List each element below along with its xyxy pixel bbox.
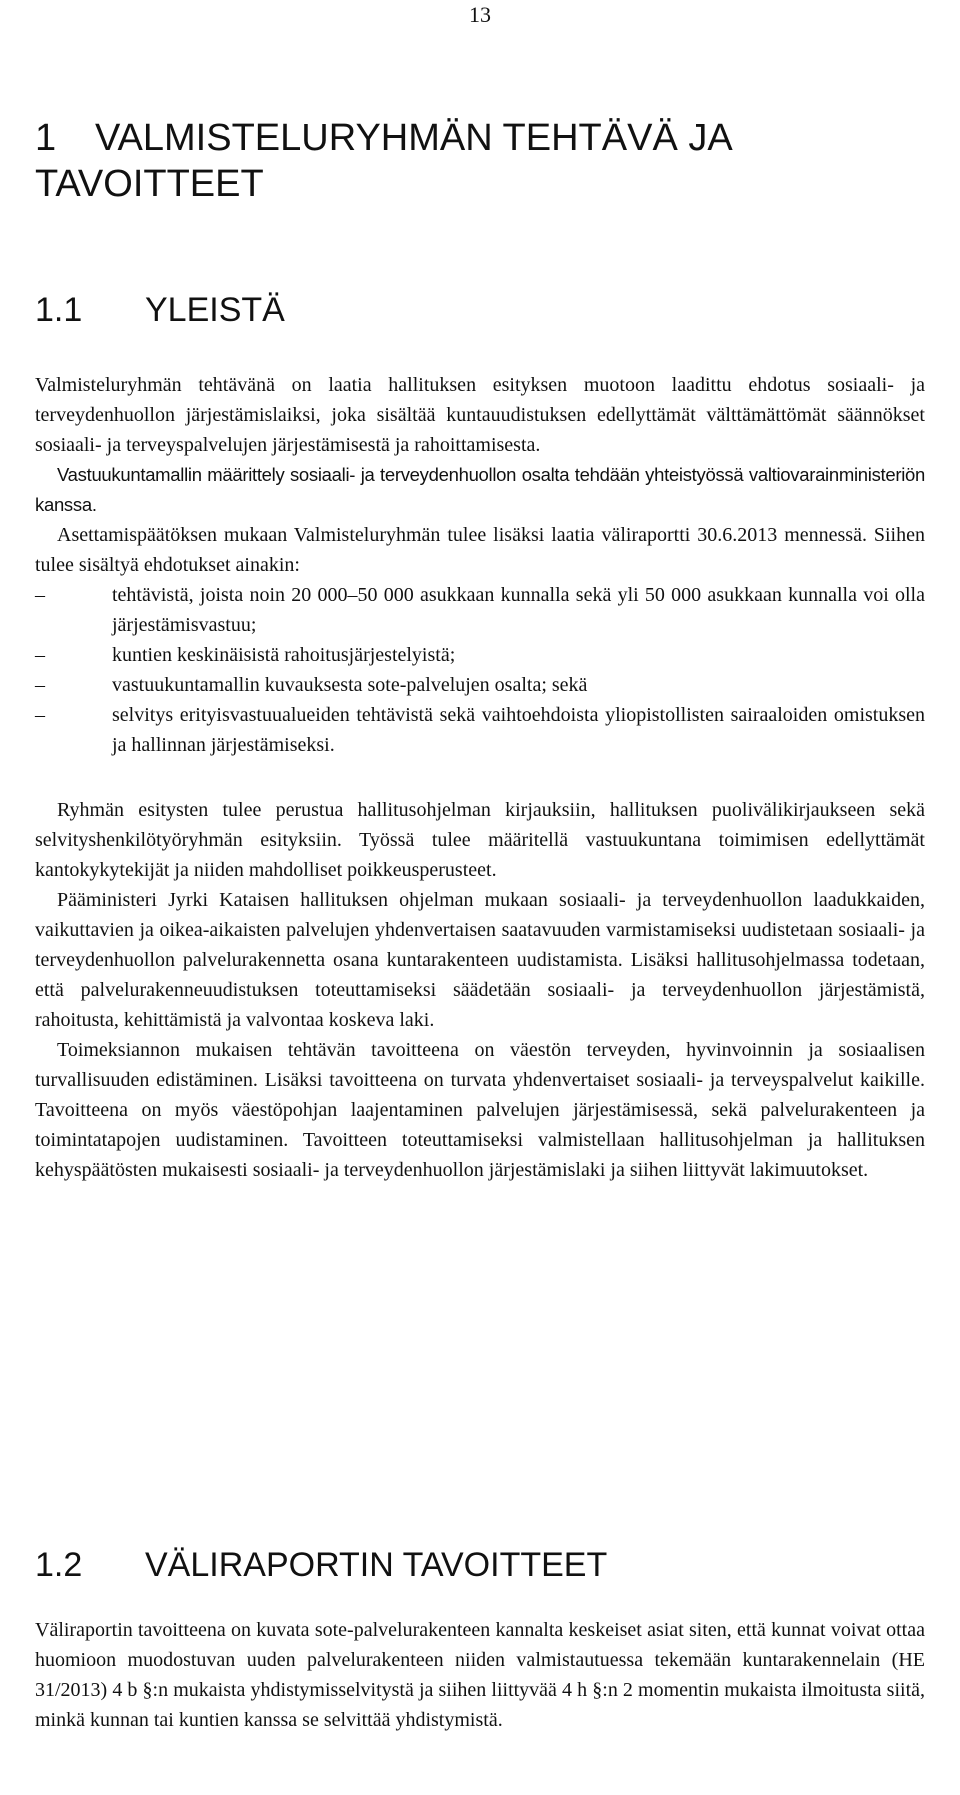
paragraph: Väliraportin tavoitteena on kuvata sote-palvelurakenteen kannalta keskeiset asiat siten, että kunnat voivat ottaa huomioon muodostuvan uuden palvelurakenteen niiden valmistautuessa tekemään kuntarakennelain (HE 31/2013) 4 b §:n mukaista yhdistymisselvitystä ja siihen liittyvää 4 h §:n 2 momentin mukaista ilmoitusta siitä, minkä kunnan tai kuntien kanssa se selvittää yhdistymistä.	[35, 1619, 925, 1731]
list-item-text: kuntien keskinäisistä rahoitusjärjestelyistä;	[112, 644, 456, 666]
section-title: YLEISTÄ	[145, 291, 285, 329]
paragraph: Valmisteluryhmän tehtävänä on laatia hallituksen esityksen muotoon laadittu ehdotus sosiaali- ja terveydenhuollon järjestämislaiksi, joka sisältää kuntauudistuksen edellyttämät välttämättömät säännökset sosiaali- ja terveyspalvelujen järjestämisestä ja rahoittamisesta.	[35, 374, 925, 456]
list-item	[35, 640, 925, 670]
dash-bullet: –	[35, 704, 45, 726]
paragraph: Pääministeri Jyrki Kataisen hallituksen ohjelman mukaan sosiaali- ja terveydenhuollon laadukkaiden, vaikuttavien ja oikea-aikaisten palvelujen yhdenvertaisen saatavuuden varmistamiseksi uudistetaan sosiaali- ja terveydenhuollon palvelurakennetta osana kuntarakenteen uudistamista. Lisäksi hallitusohjelmassa todetaan, että palvelurakenneuudistuksen toteuttamiseksi säädetään sosiaali- ja terveydenhuollon järjestämistä, rahoitusta, kehittämistä ja valvontaa koskeva laki.	[35, 889, 925, 1031]
task-list	[35, 580, 925, 760]
list-item	[35, 670, 925, 700]
dash-bullet: –	[35, 674, 45, 696]
section-number: 1.2	[35, 1546, 83, 1584]
chapter-heading	[35, 115, 925, 207]
chapter-title: VALMISTELURYHMÄN TEHTÄVÄ JA TAVOITTEET	[35, 117, 731, 205]
section-body-valiraportti	[35, 1615, 925, 1735]
paragraph: Ryhmän esitysten tulee perustua hallitusohjelman kirjauksiin, hallituksen puolivälikirjaukseen sekä selvityshenkilötyöryhmän esityksiin. Työssä tulee määritellä vastuukuntana toimimisen edellyttämät kantokykytekijät ja niiden mahdolliset poikkeusperusteet.	[35, 799, 925, 881]
chapter-number: 1	[35, 117, 57, 159]
section-heading-valiraportin-tavoitteet	[35, 1545, 607, 1585]
section-body-yleista	[35, 370, 925, 760]
page-number: 13	[469, 2, 491, 27]
list-item	[35, 580, 925, 640]
section-body-continued	[35, 795, 925, 1185]
dash-bullet: –	[35, 644, 45, 666]
paragraph: Asettamispäätöksen mukaan Valmisteluryhmän tulee lisäksi laatia väliraportti 30.6.2013 mennessä. Siihen tulee sisältyä ehdotukset ainakin:	[35, 524, 925, 576]
section-title: VÄLIRAPORTIN TAVOITTEET	[145, 1546, 608, 1584]
list-item-text: tehtävistä, joista noin 20 000–50 000 asukkaan kunnalla sekä yli 50 000 asukkaan kunnalla voi olla järjestämisvastuu;	[112, 584, 925, 636]
section-number: 1.1	[35, 291, 83, 329]
section-heading-yleista	[35, 290, 285, 330]
dash-bullet: –	[35, 584, 45, 606]
paragraph: Toimeksiannon mukaisen tehtävän tavoitteena on väestön terveyden, hyvinvoinnin ja sosiaalisen turvallisuuden edistäminen. Lisäksi tavoitteena on turvata yhdenvertaiset sosiaali- ja terveyspalvelut kaikille. Tavoitteena on myös väestöpohjan laajentaminen palvelujen järjestämisessä, sekä palvelurakenteen ja toimintatapojen uudistaminen. Tavoitteen toteuttamiseksi valmistellaan hallitusohjelman ja hallituksen kehyspäätösten mukaisesti sosiaali- ja terveydenhuollon järjestämislaki ja siihen liittyvät lakimuutokset.	[35, 1039, 925, 1181]
paragraph: Vastuukuntamallin määrittely sosiaali- ja terveydenhuollon osalta tehdään yhteistyössä valtiovarainministeriön kanssa.	[35, 464, 925, 515]
list-item-text: selvitys erityisvastuualueiden tehtävistä sekä vaihtoehdoista yliopistollisten sairaaloiden omistuksen ja hallinnan järjestämiseksi.	[112, 704, 925, 756]
list-item	[35, 700, 925, 760]
list-item-text: vastuukuntamallin kuvauksesta sote-palvelujen osalta; sekä	[112, 674, 588, 696]
